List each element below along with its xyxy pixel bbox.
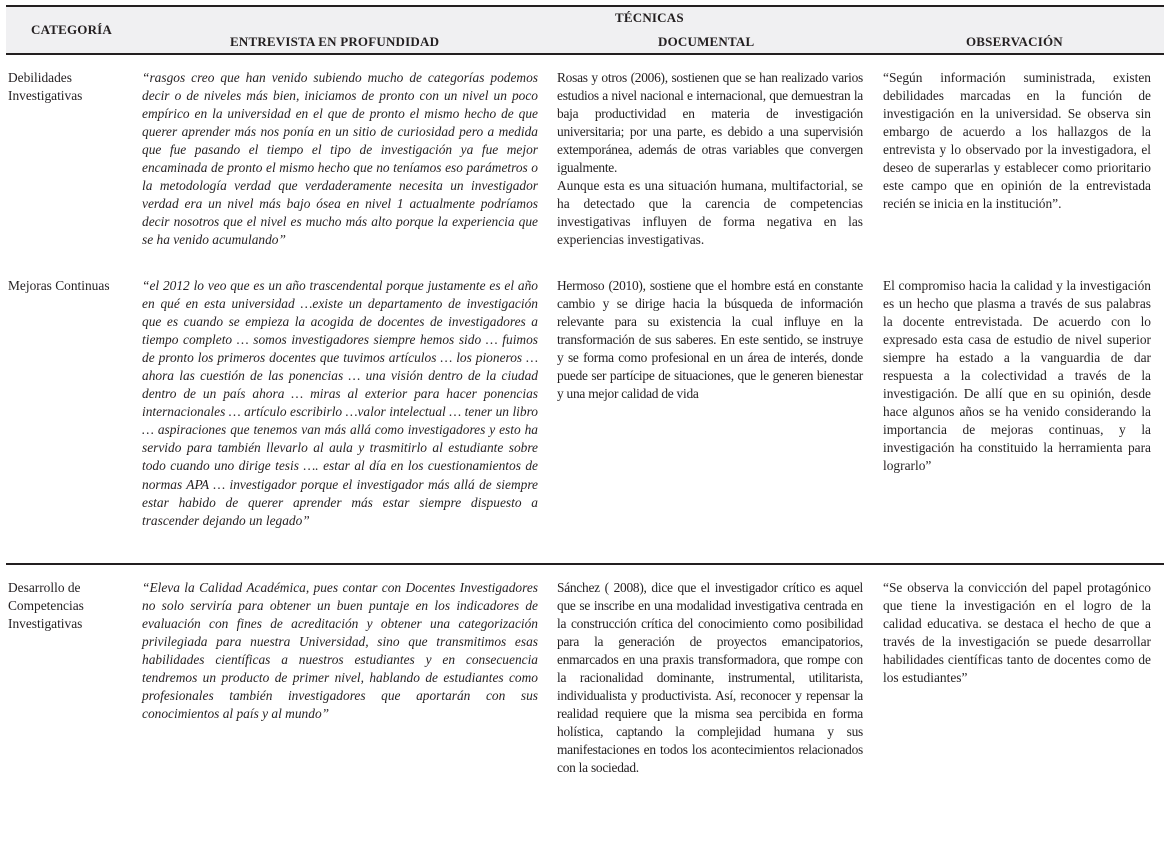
header-tecnicas-group: TÉCNICAS bbox=[615, 10, 684, 25]
category-cell: Mejoras Continuas bbox=[8, 278, 110, 293]
table-header bbox=[6, 5, 1164, 55]
documental-cell bbox=[557, 69, 863, 249]
documental-paragraph: Sánchez ( 2008), dice que el investigador crítico es aquel que se inscribe en una modalidad investigativa centrada en la construcción crítica del conocimiento como posibilidad para la generación de proyectos emancipatorios, enmarcados en una praxis transformadora, que rompe con la racionalidad dominante, instrumental, utilitarista, individualista y productivista. Así, reconocer y repensar la realidad requiere que la misma sea percibida en forma holística, captando la complejidad humana y sus manifestaciones en todos los acontecimientos relacionados con la sociedad. bbox=[557, 580, 863, 776]
documental-paragraph: Rosas y otros (2006), sostienen que se han realizado varios estudios a nivel nacional e internacional, que demuestran la baja productividad en materia de investigación universitaria; por una parte, es debido a una supervisión extemporánea, además de otras variables que convergen igualmente. bbox=[557, 70, 863, 176]
observation-cell: “Se observa la convicción del papel protagónico que tiene la investigación en el logro de la calidad educativa. se destaca el hecho de que a través de la investigación se puede desarrollar habilidades científicas tanto de docentes como de los estudiantes” bbox=[883, 580, 1151, 686]
header-entrevista: ENTREVISTA EN PROFUNDIDAD bbox=[230, 34, 440, 49]
category-cell: Debilidades Investigativas bbox=[8, 70, 83, 104]
category-cell: Desarrollo de Competencias Investigativas bbox=[8, 580, 84, 632]
documental-cell bbox=[557, 277, 863, 403]
header-categoria: CATEGORÍA bbox=[31, 22, 113, 37]
row-divider bbox=[6, 563, 1164, 565]
techniques-table bbox=[6, 5, 1164, 55]
interview-cell: “rasgos creo que han venido subiendo mucho de categorías podemos decir o de niveles más bien, iniciamos de pronto con un nivel un poco empírico en la universidad en el que de pronto el mismo hecho de que querer aprender más nos ponía en un sitio de curiosidad pero a medida que fue pasando el tiempo el tipo de investigación ya fue mejor encaminada de pronto el mismo hecho que no teníamos eso parámetros o la metodología verdad que verdaderamente necesita un investigador verdad era un nivel más bajo ósea en nivel 1 actualmente podríamos decir nosotros que el nivel es mucho más alto porque la experiencia que se ha venido acumulando” bbox=[142, 70, 538, 248]
header-observacion: OBSERVACIÓN bbox=[966, 34, 1063, 49]
header-documental: DOCUMENTAL bbox=[658, 34, 755, 49]
observation-cell: El compromiso hacia la calidad y la investigación es un hecho que plasma a través de sus palabras la docente entrevistada. De acuerdo con lo expresado esta casa de estudio de nivel superior siempre ha estado a la vanguardia de dar respuesta a la colectividad a través de la investigación. De allí que en su opinión, desde hace algunos años se ha venido considerando la importancia de mejoras continuas, y la investigación ha constituido la herramienta para lograrlo” bbox=[883, 278, 1151, 474]
observation-cell: “Según información suministrada, existen debilidades marcadas en la función de investigación en la universidad. Se observa sin embargo de acuerdo a los hallazgos de la entrevista y lo observado por la investigadora, el deseo de superarlas y establecer como prioritario este campo que en opinión de la entrevistada recién se inicia en la institución”. bbox=[883, 70, 1151, 212]
interview-cell: “el 2012 lo veo que es un año trascendental porque justamente es el año en qué en esta universidad …existe un departamento de investigación que es cuando se empieza la acogida de docentes de investigadores a tiempo completo … somos investigadores siempre hemos sido … fuimos de pronto los primeros docentes que tuvimos artículos … los pioneros … ahora las cuestión de las ponencias … una visión dentro de la ciudad dentro de un país ahora … miras al exterior para hacer ponencias internacionales … artículo escribirlo …valor intelectual … tener un libro … aspiraciones que tenemos van más allá como investigadores y esto ha servido para también llevarlo al aula y trasmitirlo al estudiante sobre todo cuando uno dirige tesis …. estar al día en los cuestionamientos de normas APA … investigador porque el investigador más allá de siempre estar habido de querer aprender más estar siempre dispuesto a trascender dejando un legado” bbox=[142, 278, 538, 528]
interview-cell: “Eleva la Calidad Académica, pues contar con Docentes Investigadores no solo serviría para obtener un buen puntaje en los indicadores de evaluación con fines de acreditación y obtener una categorización privilegiada para nuestra Universidad, sino que transmitimos esas habilidades científicas a nuestros estudiantes y en consecuencia tendremos un producto de primer nivel, hablando de estudiantes como profesionales también investigadores que aportarán con sus conocimientos al país y al mundo” bbox=[142, 580, 538, 722]
documental-cell bbox=[557, 579, 863, 778]
documental-paragraph: Hermoso (2010), sostiene que el hombre está en constante cambio y se dirige hacia la búsqueda de información relevante para su existencia la cual influye en la transformación de sus saberes. En este sentido, se instruye y se forma como profesional en un área de interés, donde puede ser partícipe de situaciones, que le generen bienestar y una mejor calidad de vida bbox=[557, 278, 863, 402]
documental-paragraph: Aunque esta es una situación humana, multifactorial, se ha detectado que la carencia de competencias investigativas influyen de forma negativa en las experiencias investigativas. bbox=[557, 178, 863, 248]
